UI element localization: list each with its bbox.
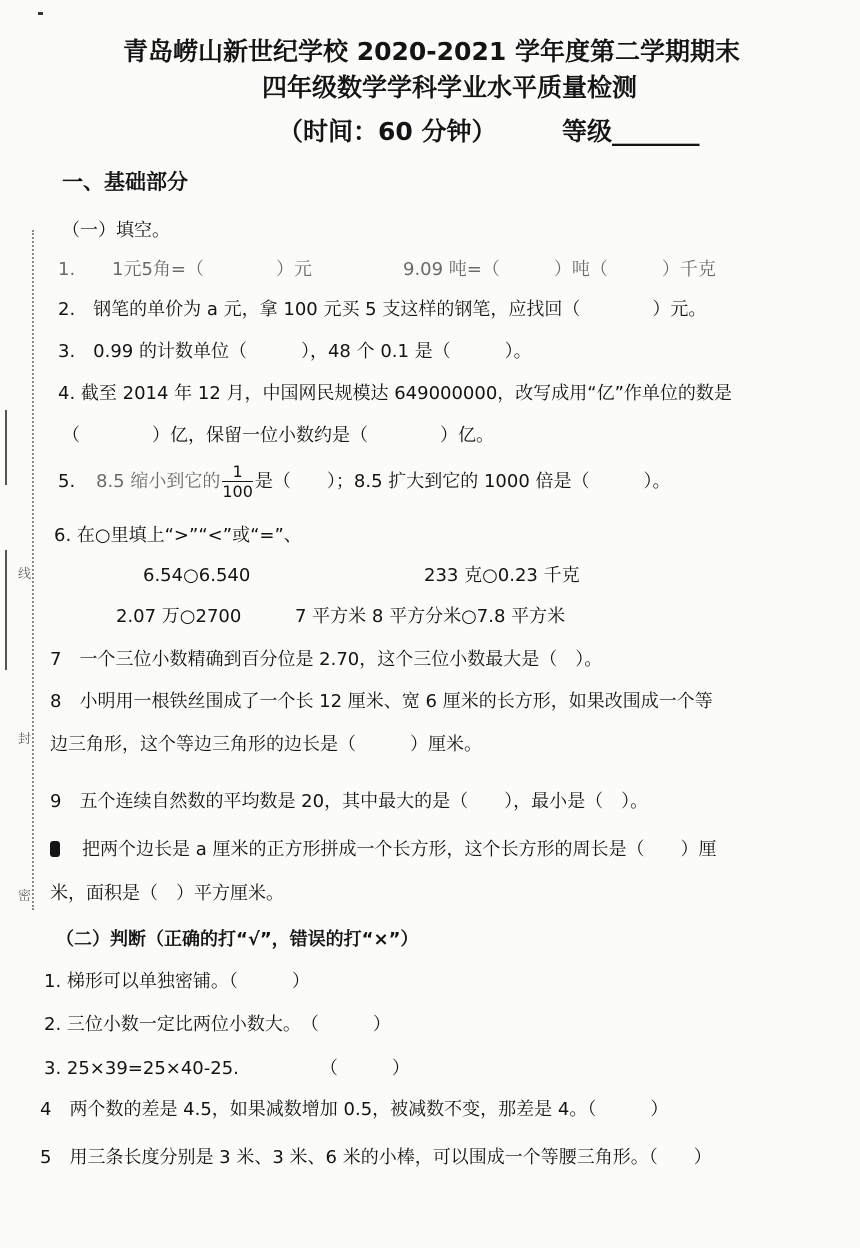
scan-mark (38, 12, 43, 15)
judge-item: 5 用三条长度分别是 3 米、3 米、6 米的小棒，可以围成一个等腰三角形。（ ） (40, 1147, 712, 1168)
judge-item: 2. 三位小数一定比两位小数大。 （ ） (44, 1014, 391, 1035)
binding-bar (5, 550, 7, 670)
question-text: 1元5角=（ ）元 (112, 259, 312, 280)
binding-char: 封 (18, 732, 32, 747)
question-text: 8 小明用一根铁丝围成了一个长 12 厘米、宽 6 厘米的长方形，如果改围成一个等 (50, 691, 713, 712)
fraction (222, 463, 253, 501)
question-number: 1. (58, 259, 76, 280)
question-text: 把两个边长是 a 厘米的正方形拼成一个长方形，这个长方形的周长是（ ）厘 (82, 839, 717, 860)
binding-bar (5, 410, 7, 485)
question-text: 米，面积是（ ）平方厘米。 (50, 883, 284, 904)
judge-item: 1. 梯形可以单独密铺。（ ） (44, 971, 310, 992)
question-text: 边三角形，这个等边三角形的边长是（ ）厘米。 (50, 734, 482, 755)
section-title: 一、基础部分 (62, 170, 188, 194)
compare-item: 233 克○0.23 千克 (424, 565, 580, 586)
binding-char: 线 (18, 567, 32, 582)
fraction-numerator: 1 (232, 462, 243, 481)
question-text: 9 五个连续自然数的平均数是 20，其中最大的是（ ），最小是（ ）。 (50, 791, 649, 812)
question-text: 是（ ）；8.5 扩大到它的 1000 倍是（ ）。 (254, 471, 671, 492)
part-title: （二）判断（正确的打“√”，错误的打“×”） (56, 929, 419, 950)
exam-time: （时间：60 分钟） (278, 117, 497, 146)
grade-field: 等级_______ (562, 117, 700, 146)
question-number: 5. (58, 471, 76, 492)
exam-subtitle: 四年级数学学科学业水平质量检测 (262, 73, 638, 102)
question-text: 4. 截至 2014 年 12 月，中国网民规模达 649000000，改写成用“亿”作单位的数是 (58, 383, 732, 404)
question-text: 2. 钢笔的单价为 a 元，拿 100 元买 5 支这样的钢笔，应找回（ ）元。 (58, 299, 707, 320)
compare-item: 2.07 万○2700 (116, 606, 242, 627)
question-text: 3. 0.99 的计数单位（ ），48 个 0.1 是（ ）。 (58, 341, 532, 362)
binding-char: 密 (18, 889, 32, 904)
judge-item: 3. 25×39=25×40-25. （ ） (44, 1058, 410, 1079)
question-text: 6. 在○里填上“>”“<”或“=”、 (54, 525, 302, 546)
fraction-denominator: 100 (222, 482, 253, 501)
question-text: （ ）亿，保留一位小数约是（ ）亿。 (62, 425, 494, 446)
question-text: 7 一个三位小数精确到百分位是 2.70，这个三位小数最大是（ ）。 (50, 649, 603, 670)
compare-item: 6.54○6.540 (143, 565, 251, 586)
judge-item: 4 两个数的差是 4.5，如果减数增加 0.5，被减数不变，那差是 4。（ ） (40, 1099, 669, 1120)
compare-item: 7 平方米 8 平方分米○7.8 平方米 (295, 606, 566, 627)
exam-title: 青岛崂山新世纪学校 2020-2021 学年度第二学期期末 (123, 37, 740, 66)
question-text: 9.09 吨=（ ）吨（ ）千克 (403, 259, 716, 280)
binding-line (32, 230, 34, 910)
question-text (96, 458, 671, 506)
ink-blot (50, 841, 60, 857)
question-text: 8.5 缩小到它的 (96, 471, 221, 492)
part-title: （一）填空。 (62, 220, 170, 241)
